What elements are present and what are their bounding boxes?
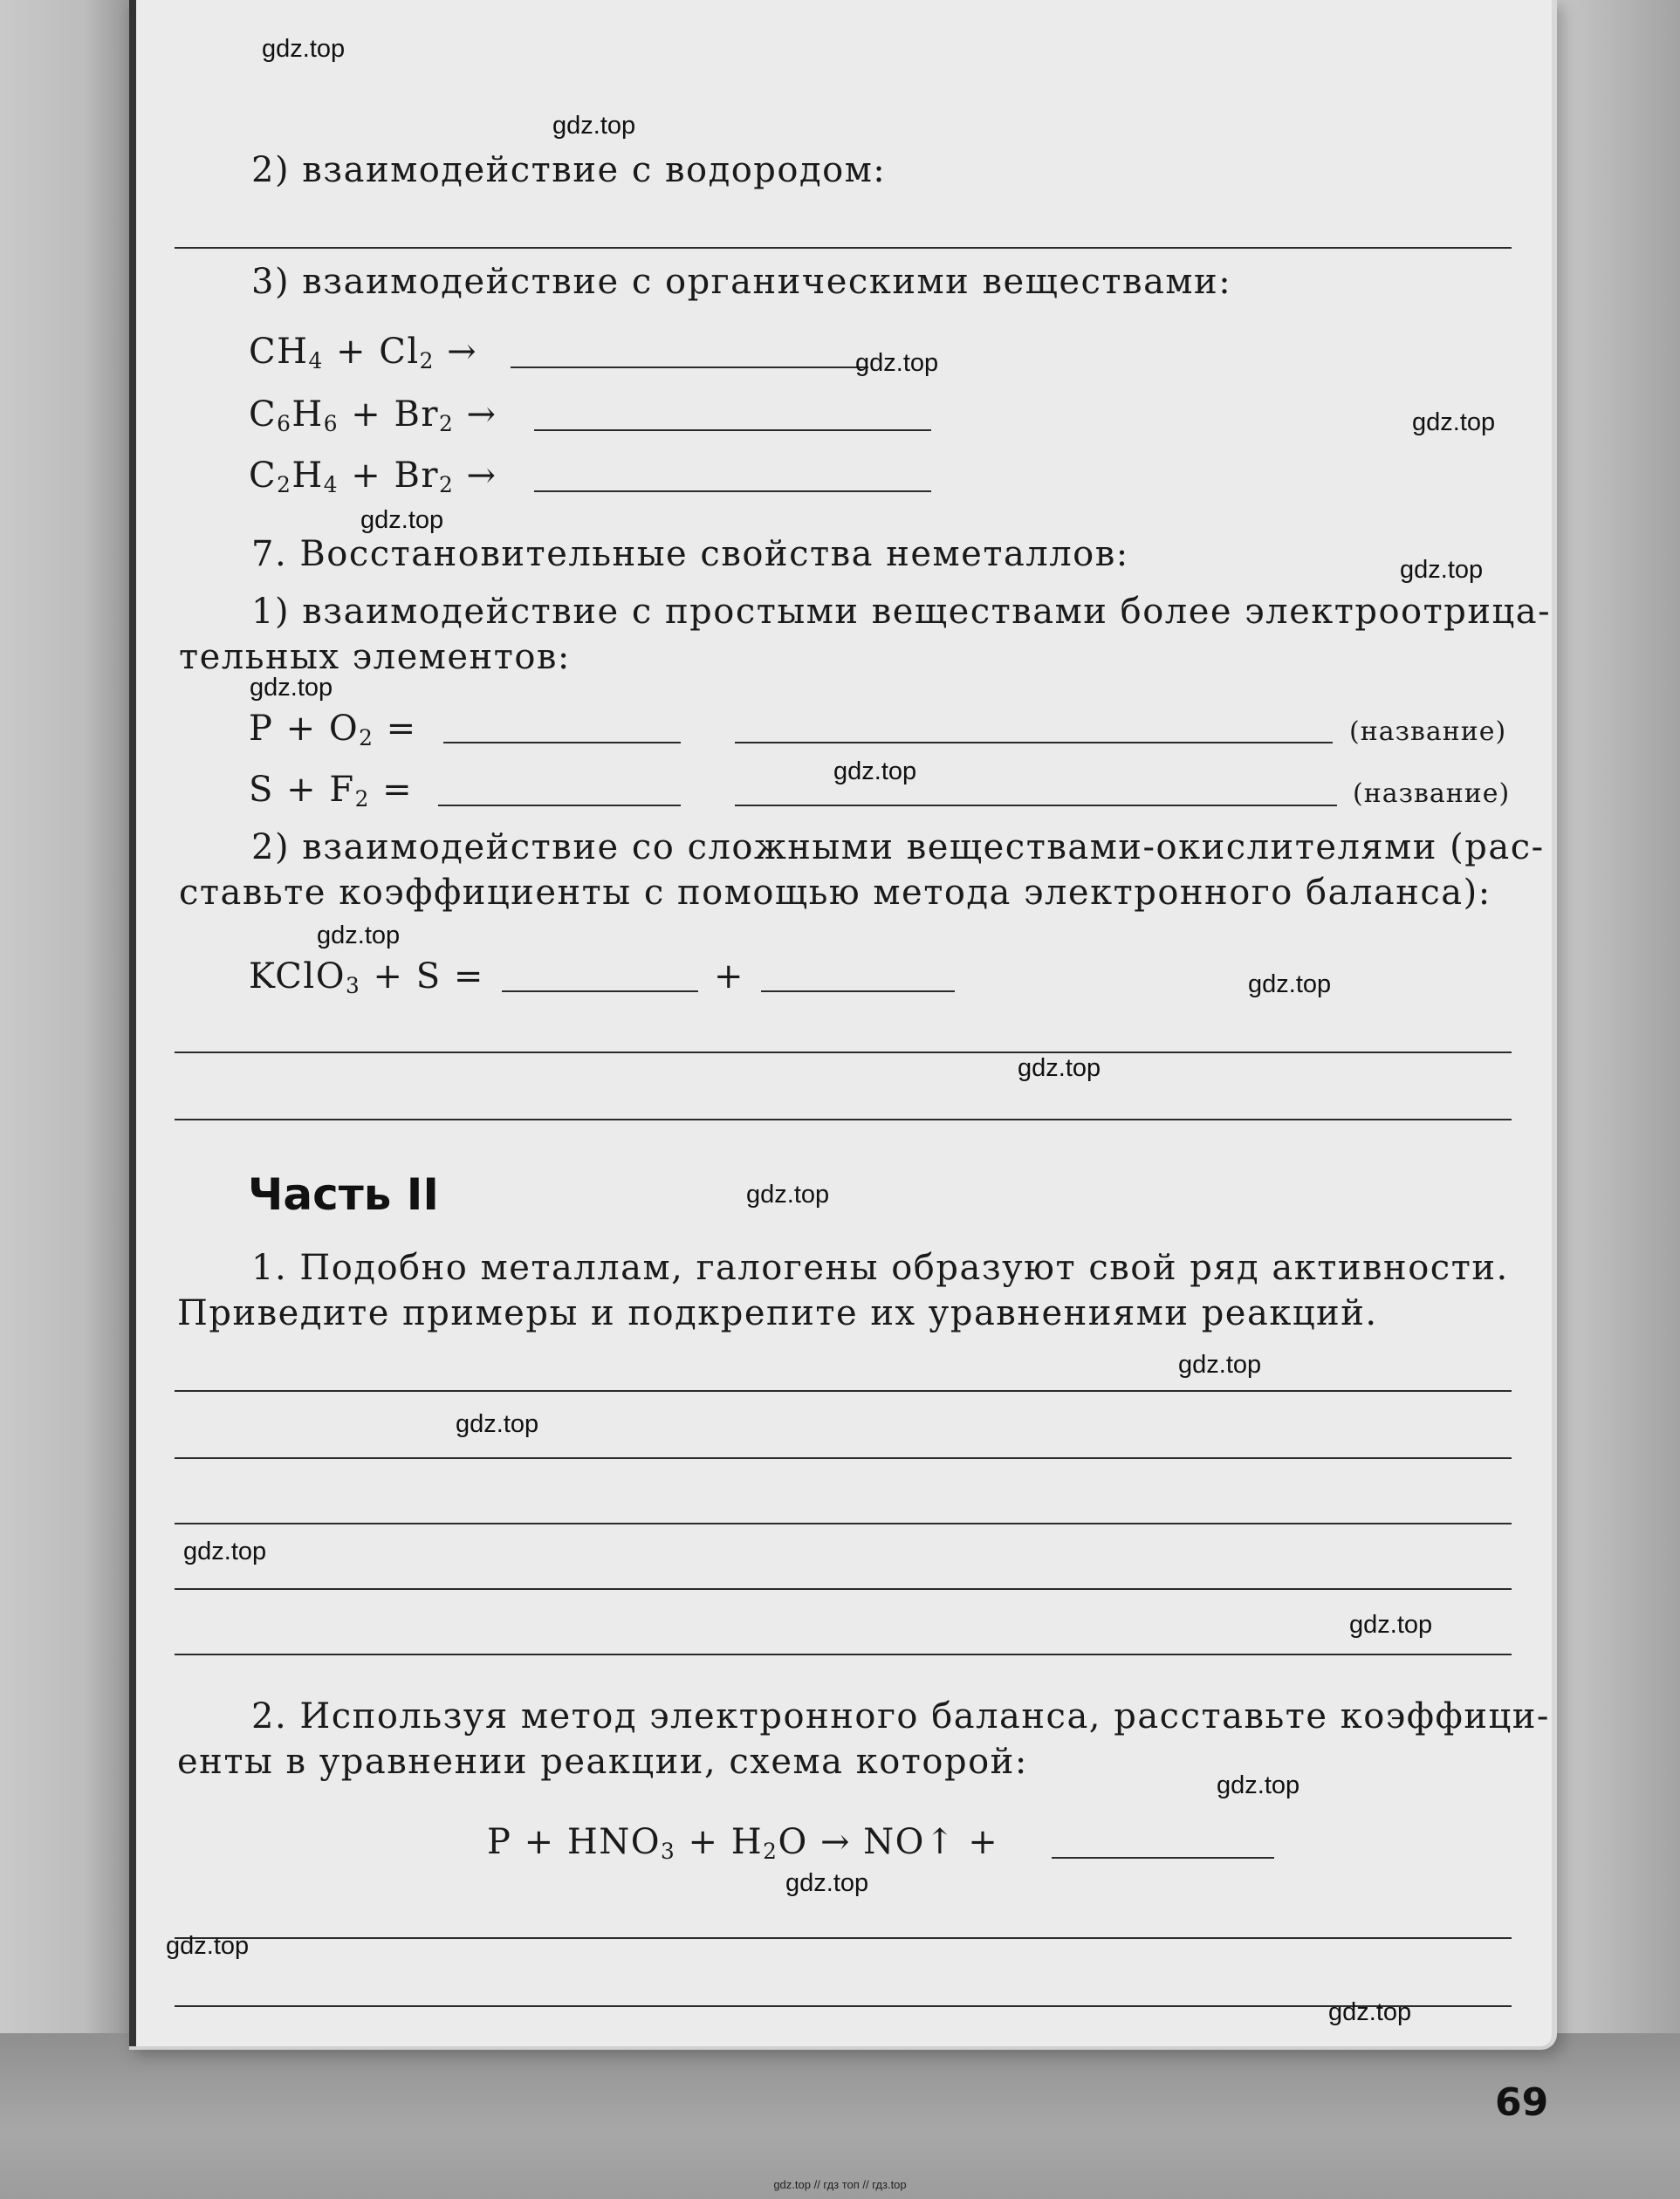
item7-1-line1: 1) взаимодействие с простыми веществами более электроотрица- [251, 592, 1552, 632]
reaction-scheme: $P + HNO_3 + H_2O$ → NO↑ + [487, 1822, 999, 1865]
answer-line [175, 1588, 1512, 1590]
answer-line [735, 805, 1337, 806]
page-number: 69 [1495, 2080, 1549, 2125]
answer-line [761, 990, 955, 992]
answer-line [175, 1654, 1512, 1655]
item7-2-line2: ставьте коэффициенты с помощью метода электронного баланса): [179, 873, 1491, 913]
item7-2-line1: 2) взаимодействие со сложными веществами-окислителями (рас- [251, 827, 1545, 867]
q1-line2: Приведите примеры и подкрепите их уравнениями реакций. [177, 1293, 1378, 1333]
answer-line [175, 1523, 1512, 1524]
plus-sign: + [714, 956, 745, 997]
watermark: gdz.top [183, 1538, 267, 1565]
watermark: gdz.top [833, 757, 917, 785]
watermark: gdz.top [1328, 1998, 1412, 2026]
equation-s-f2: $S + F_2$ = [249, 770, 414, 812]
bottom-banner: gdz.top // гдз топ // гдз.top [773, 2178, 907, 2191]
equation-c6h6-br2: $C_6H_6 + Br_2$ → [249, 394, 497, 437]
watermark: gdz.top [360, 506, 444, 534]
answer-line [534, 429, 931, 431]
equation-p-o2: $P + O_2$ = [249, 709, 417, 751]
watermark: gdz.top [317, 921, 401, 949]
answer-line [735, 742, 1333, 743]
answer-line [175, 2005, 1512, 2007]
name-label: (название) [1349, 716, 1507, 747]
watermark: gdz.top [1412, 408, 1496, 436]
text-organic: 3) взаимодействие с органическими веществами: [251, 262, 1232, 302]
answer-line [175, 1937, 1512, 1939]
watermark: gdz.top [166, 1932, 250, 1960]
item7-title: 7. Восстановительные свойства неметаллов: [251, 534, 1129, 574]
equation-kclo3-s: KClO$_3$ + S = [249, 956, 484, 999]
background-left [0, 0, 140, 2199]
text-hydrogen: 2) взаимодействие с водородом: [251, 150, 887, 190]
watermark: gdz.top [1349, 1611, 1433, 1639]
watermark: gdz.top [1018, 1054, 1101, 1082]
q1-line1: 1. Подобно металлам, галогены образуют свой ряд активности. [251, 1248, 1509, 1288]
answer-line [175, 1052, 1512, 1053]
watermark: gdz.top [1400, 556, 1484, 584]
watermark: gdz.top [1217, 1771, 1300, 1799]
answer-line [438, 805, 681, 806]
watermark: gdz.top [746, 1181, 830, 1209]
watermark: gdz.top [785, 1869, 869, 1897]
watermark: gdz.top [456, 1410, 539, 1438]
watermark: gdz.top [250, 674, 333, 702]
answer-line [443, 742, 681, 743]
watermark: gdz.top [552, 112, 636, 140]
answer-line [175, 1457, 1512, 1459]
equation-c2h4-br2: $C_2H_4 + Br_2$ → [249, 456, 497, 498]
watermark: gdz.top [262, 35, 346, 63]
answer-line [511, 366, 868, 368]
watermark: gdz.top [855, 349, 939, 377]
answer-line [175, 1119, 1512, 1120]
watermark: gdz.top [1248, 970, 1332, 998]
answer-line [534, 490, 931, 492]
name-label: (название) [1353, 778, 1511, 809]
answer-line [502, 990, 698, 992]
answer-line [175, 247, 1512, 249]
watermark: gdz.top [1178, 1351, 1262, 1379]
q2-line2: енты в уравнении реакции, схема которой: [177, 1742, 1028, 1782]
page-binding-edge [129, 0, 136, 2046]
item7-1-line2: тельных элементов: [179, 637, 571, 677]
background-bottom [0, 2033, 1680, 2199]
equation-ch4-cl2: $CH_4 + Cl_2$ → [249, 332, 478, 374]
q2-line1: 2. Используя метод электронного баланса, расставьте коэффици- [251, 1696, 1550, 1737]
part2-heading: Часть II [248, 1169, 439, 1220]
answer-line [175, 1390, 1512, 1392]
answer-line [1052, 1857, 1274, 1859]
